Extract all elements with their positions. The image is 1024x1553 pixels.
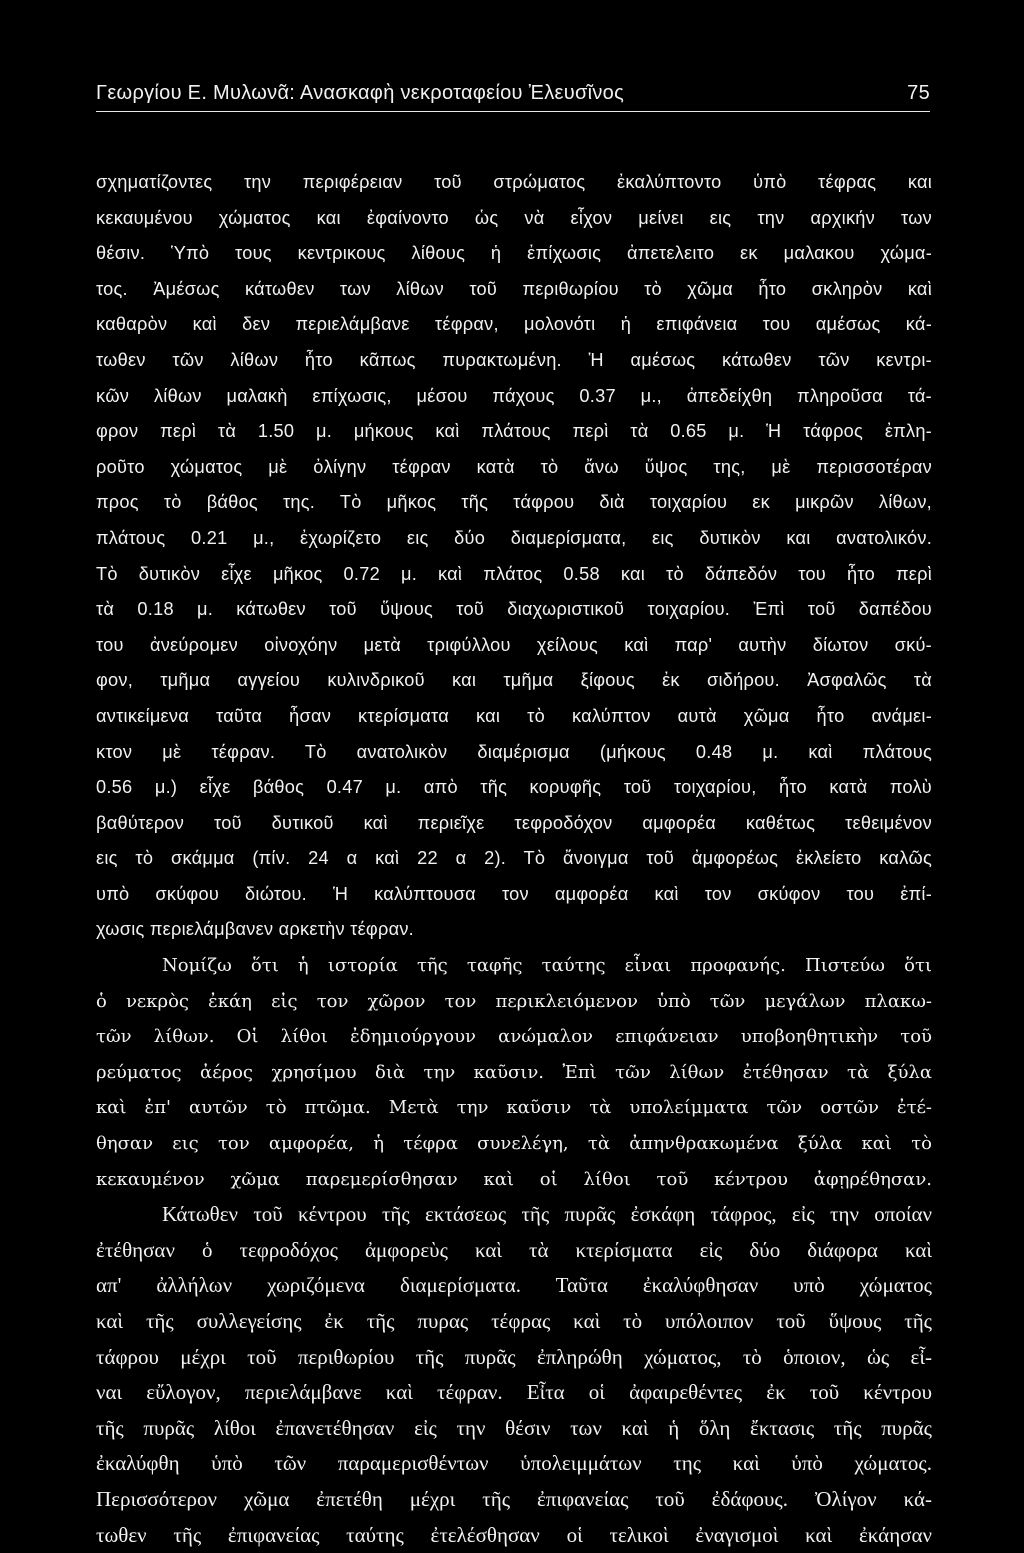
text-line: Τὸ δυτικὸν εἶχε μῆκος 0.72 μ. καὶ πλάτος 0.58 και τὸ δάπεδόν του ἦτο περὶ [96, 563, 932, 584]
text-line: του ἀνεύρομεν οἰνοχόην μετὰ τριφύλλου χείλους καὶ παρ' αυτὴν δίωτον σκύ- [96, 634, 932, 655]
text-line: ὁ νεκρὸς ἐκάη εἰς τον χῶρον τον περικλειόμενον ὑπὸ τῶν μεγάλων πλακω- [96, 990, 932, 1012]
paragraph-2 [96, 948, 932, 1197]
text-line: τωθεν τῶν λίθων ἦτο κᾶπως πυρακτωμένη. Ἡ αμέσως κάτωθεν τῶν κεντρι- [96, 349, 932, 370]
page-number: 75 [907, 82, 930, 104]
text-line: καὶ τῆς συλλεγείσης ἐκ τῆς πυρας τέφρας καὶ τὸ υπόλοιπον τοῦ ὕψους τῆς [96, 1309, 932, 1333]
text-line: τὰ 0.18 μ. κάτωθεν τοῦ ὕψους τοῦ διαχωριστικοῦ τοιχαρίου. Ἐπὶ τοῦ δαπέδου [96, 599, 932, 620]
header-rule [96, 111, 930, 112]
paragraph-1 [96, 165, 932, 948]
text-line: τῶν λίθων. Οἱ λίθοι ἐδημιούργουν ανώμαλον επιφάνειαν υποβοηθητικὴν τοῦ [96, 1026, 932, 1048]
text-line: ρεύματος ἀέρος χρησίμου διὰ την καῦσιν. Ἐπὶ τῶν λίθων ἐτέθησαν τὰ ξύλα [96, 1061, 932, 1083]
text-line: Περισσότερον χῶμα ἐπετέθη μέχρι τῆς ἐπιφανείας τοῦ ἐδάφους. Ὀλίγον κά- [96, 1486, 932, 1511]
text-line: απ' ἀλλήλων χωριζόμενα διαμερίσματα. Ταῦτα ἐκαλύφθησαν υπὸ χώματος [96, 1273, 932, 1298]
text-line: Κάτωθεν τοῦ κέντρου τῆς εκτάσεως τῆς πυρᾶς ἐσκάφη τάφρος, εἰς την οποίαν [162, 1202, 932, 1227]
header-title: Γεωργίου Ε. Μυλωνᾶ: Ανασκαφὴ νεκροταφείου Ἐλευσῖνος [96, 82, 625, 104]
text-line: κεκαυμένου χώματος και ἐφαίνοντο ὡς νὰ εἶχον μείνει εις την αρχικήν των [96, 207, 932, 228]
text-line: ἐκαλύφθη ὑπὸ τῶν παραμερισθέντων ὑπολειμμάτων της καὶ ὑπὸ χώματος. [96, 1451, 932, 1476]
text-line: σχηματίζοντες την περιφέρειαν τοῦ στρώματος ἐκαλύπτοντο ὑπὸ τέφρας και [96, 172, 932, 192]
text-line: καθαρὸν καὶ δεν περιελάμβανε τέφραν, μολονότι ἡ επιφάνεια του αμέσως κά- [96, 314, 932, 335]
text-line: κῶν λίθων μαλακὴ επίχωσις, μέσου πάχους 0.37 μ., ἀπεδείχθη πληροῦσα τά- [96, 385, 932, 406]
text-line: τάφρου μέχρι τοῦ περιθωρίου τῆς πυρᾶς ἐπληρώθη χώματος, τὸ ὁποιον, ὡς εἶ- [96, 1344, 932, 1369]
paragraph-3 [96, 1197, 932, 1553]
body-text [96, 165, 932, 1553]
text-line: προς τὸ βάθος της. Τὸ μῆκος τῆς τάφρου διὰ τοιχαρίου εκ μικρῶν λίθων, [96, 492, 932, 513]
text-line: κτον μὲ τέφραν. Τὸ ανατολικὸν διαμέρισμα (μήκους 0.48 μ. καὶ πλάτους [96, 741, 932, 762]
text-line: υπὸ σκύφου διώτου. Ἡ καλύπτουσα τον αμφορέα καὶ τον σκύφον του ἐπί- [96, 883, 932, 904]
text-line: κεκαυμένον χῶμα παρεμερίσθησαν καὶ οἱ λίθοι τοῦ κέντρου ἀφῃρέθησαν. [96, 1168, 932, 1190]
text-line: φρον περὶ τὰ 1.50 μ. μήκους καὶ πλάτους περὶ τὰ 0.65 μ. Ἡ τάφρος ἐπλη- [96, 421, 932, 442]
text-line: θέσιν. Ὑπὸ τους κεντρικους λίθους ἡ ἐπίχωσις ἀπετελειτο εκ μαλακου χώμα- [96, 243, 932, 264]
text-line: φον, τμῆμα αγγείου κυλινδρικοῦ και τμῆμα ξίφους ἐκ σιδήρου. Ἀσφαλῶς τὰ [96, 670, 932, 691]
text-line: τος. Ἀμέσως κάτωθεν των λίθων τοῦ περιθωρίου τὸ χῶμα ἦτο σκληρὸν καὶ [96, 278, 932, 299]
text-line: πλάτους 0.21 μ., ἐχωρίζετο εις δύο διαμερίσματα, εις δυτικὸν και ανατολικόν. [96, 527, 932, 548]
text-line: αντικείμενα ταῦτα ἦσαν κτερίσματα και τὸ καλύπτον αυτὰ χῶμα ἦτο ανάμει- [96, 705, 932, 726]
text-line: Νομίζω ὅτι ἡ ιστορία τῆς ταφῆς ταύτης εἶναι προφανής. Πιστεύω ὅτι [162, 955, 932, 977]
text-line: χωσις περιελάμβανεν αρκετὴν τέφραν. [96, 919, 414, 940]
text-line: ναι εὔλογον, περιελάμβανε καὶ τέφραν. Εἶτα οἱ ἀφαιρεθέντες ἐκ τοῦ κέντρου [96, 1380, 932, 1405]
text-line: ροῦτο χώματος μὲ ὀλίγην τέφραν κατὰ τὸ ἄνω ὕψος της, μὲ περισσοτέραν [96, 456, 932, 477]
text-line: βαθύτερον τοῦ δυτικοῦ καὶ περιεῖχε τεφροδόχον αμφορέα καθέτως τεθειμένον [96, 812, 932, 833]
text-line: ἐτέθησαν ὁ τεφροδόχος ἀμφορεὺς καὶ τὰ κτερίσματα εἰς δύο διάφορα καὶ [96, 1237, 932, 1262]
text-line: 0.56 μ.) εἶχε βάθος 0.47 μ. απὸ τῆς κορυφῆς τοῦ τοιχαρίου, ἦτο κατὰ πολὺ [96, 777, 932, 798]
running-header [96, 76, 930, 116]
text-line: τωθεν τῆς ἐπιφανείας ταύτης ἐτελέσθησαν οἱ τελικοὶ ἐναγισμοὶ καὶ ἐκάησαν [96, 1522, 932, 1547]
text-line: τῆς πυρᾶς λίθοι ἐπανετέθησαν εἰς την θέσιν των καὶ ἡ ὅλη ἔκτασις τῆς πυρᾶς [96, 1415, 932, 1440]
text-line: εις τὸ σκάμμα (πίν. 24 α καὶ 22 α 2). Τὸ ἄνοιγμα τοῦ ἀμφορέως ἐκλείετο καλῶς [96, 848, 932, 869]
text-line: καὶ ἐπ' αυτῶν τὸ πτῶμα. Μετὰ την καῦσιν τὰ υπολείμματα τῶν οστῶν ἐτέ- [96, 1097, 932, 1119]
text-line: θησαν εις τον αμφορέα, ἡ τέφρα συνελέγη, τὰ ἀπηνθρακωμένα ξύλα καὶ τὸ [96, 1133, 932, 1155]
